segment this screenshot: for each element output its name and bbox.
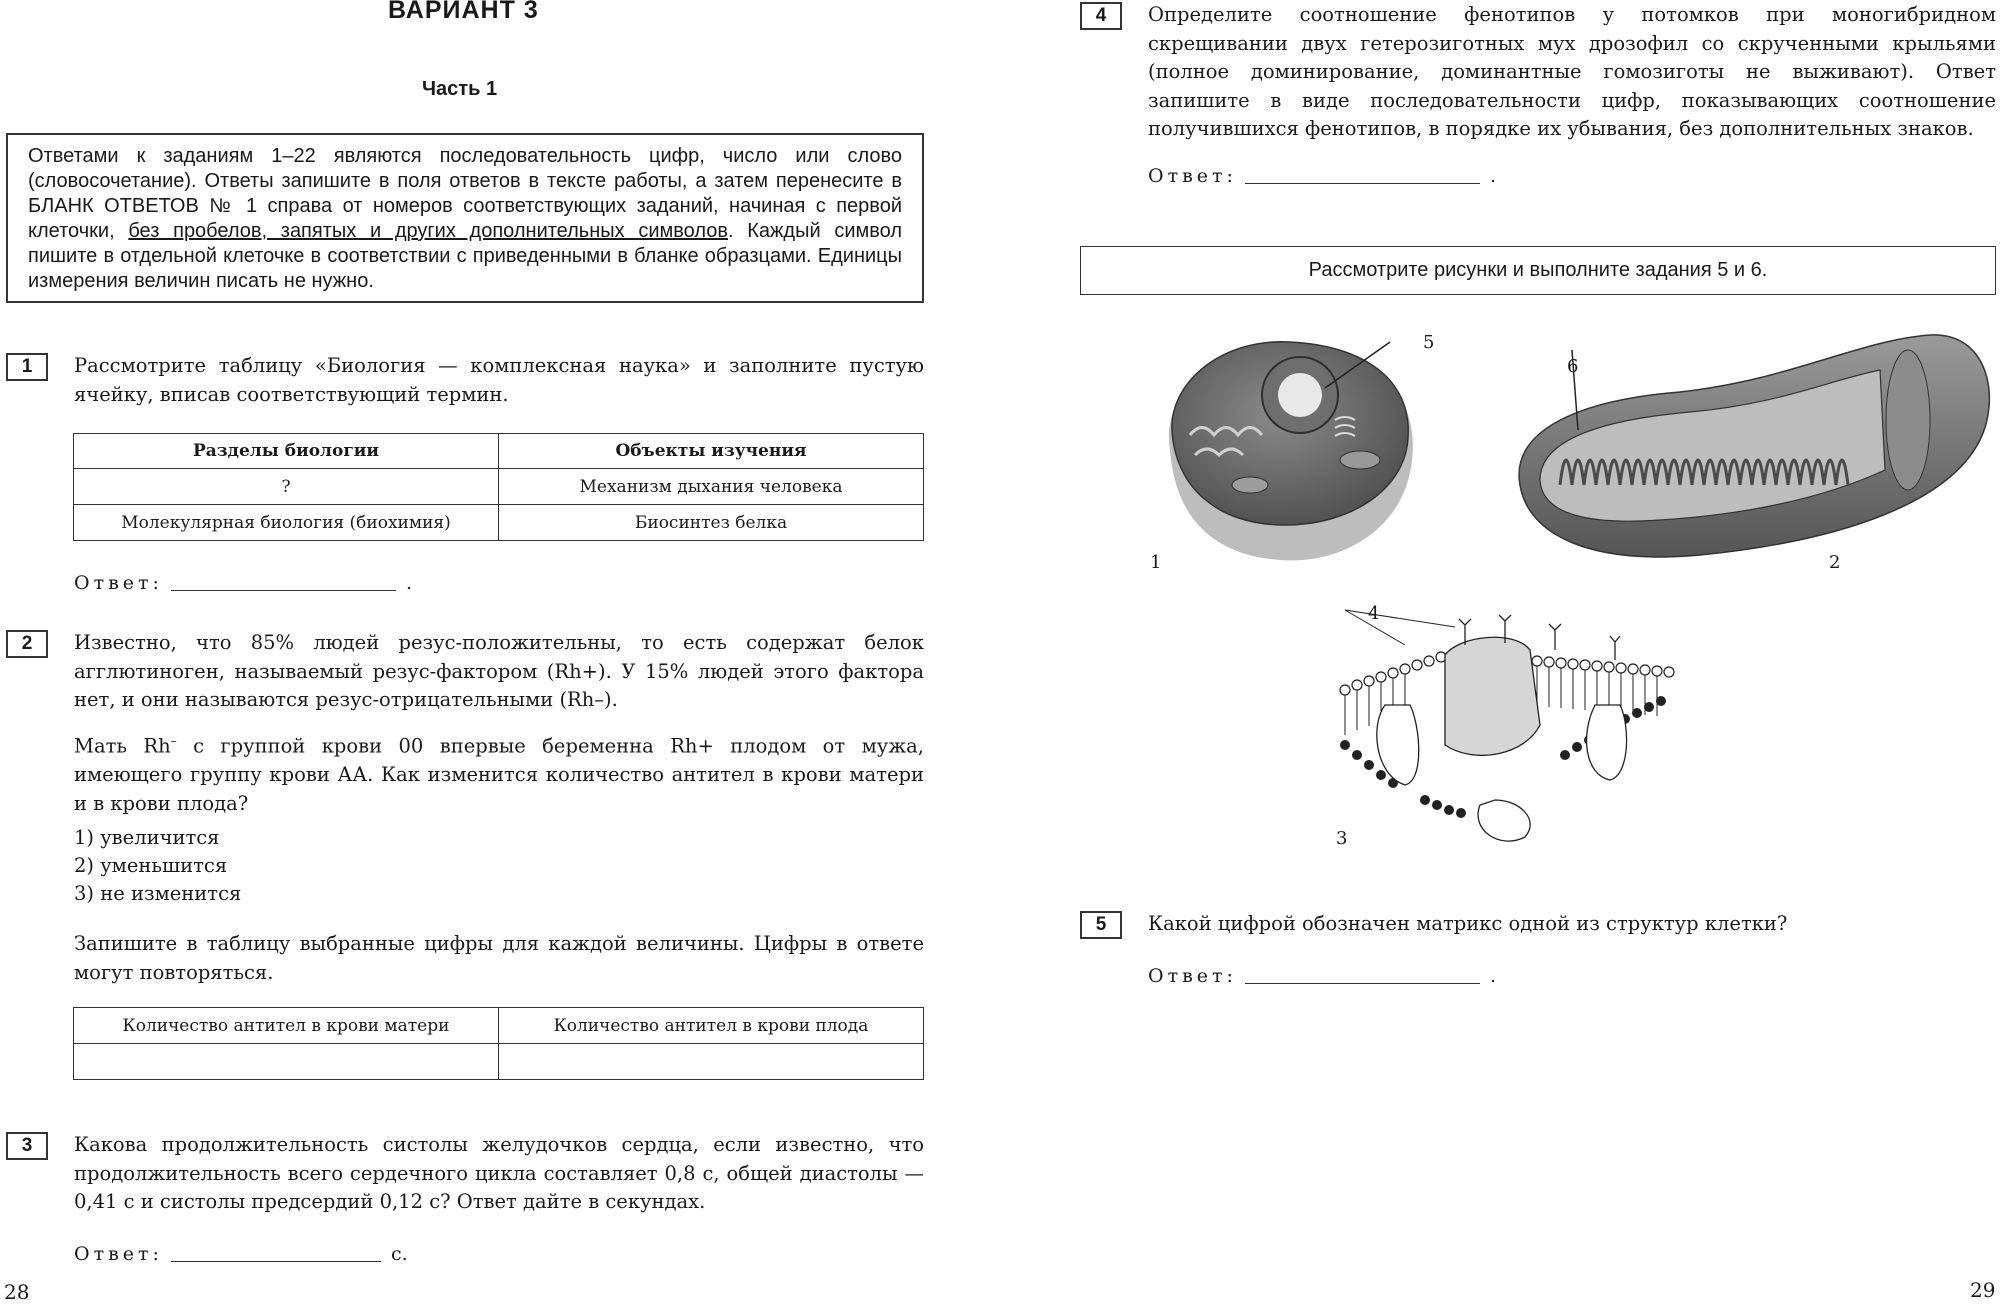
answer-label: Ответ: xyxy=(74,572,163,594)
q1-table xyxy=(73,433,924,541)
question-number-5: 5 xyxy=(1080,911,1122,939)
answer-dot: . xyxy=(1489,965,1496,987)
figure-label-1: 1 xyxy=(1150,552,1162,573)
figure-label-4: 4 xyxy=(1368,603,1380,624)
q2-table-header: Количество антител в крови плода xyxy=(499,1008,924,1044)
figures-caption-box xyxy=(1080,246,1996,295)
answer-dot: . xyxy=(405,572,412,594)
question-4-text: Определите соотношение фенотипов у потомков при моногибридном скрещивании двух гетерозиготных мух дрозофил со скрученными крыльями (полное доминирование, доминантные гомозиготы не выживают). Ответ запишите в виде последовательности цифр, показывающих соотношение получившихся фенотипов, в порядке их убывания, без дополнительных знаков. xyxy=(1148,3,1996,140)
q2-option: 1) увеличится xyxy=(74,826,220,849)
answer-field[interactable] xyxy=(171,1261,381,1262)
question-1-text: Рассмотрите таблицу «Биология — комплексная наука» и заполните пустую ячейку, вписав соответствующий термин. xyxy=(74,354,924,406)
question-number-1: 1 xyxy=(6,353,48,381)
q2-answer-table xyxy=(73,1007,924,1080)
page-title: ВАРИАНТ 3 xyxy=(388,0,539,24)
question-2-para2 xyxy=(74,727,924,818)
answer-label: Ответ: xyxy=(1148,965,1237,987)
q1-answer xyxy=(74,572,412,594)
q1-table-cell: Механизм дыхания человека xyxy=(499,469,924,505)
q4-answer xyxy=(1148,165,1496,187)
q1-table-cell: Биосинтез белка xyxy=(499,505,924,541)
q2-answer-cell[interactable] xyxy=(74,1044,499,1080)
figure-label-2: 2 xyxy=(1829,552,1841,573)
answer-unit: с. xyxy=(390,1243,408,1265)
figures-caption: Рассмотрите рисунки и выполните задания 5 и 6. xyxy=(1308,259,1768,281)
answer-label: Ответ: xyxy=(74,1243,163,1265)
q2-superscript: – xyxy=(170,734,177,748)
question-2-instruction: Запишите в таблицу выбранные цифры для каждой величины. Цифры в ответе могут повторяться. xyxy=(74,932,924,984)
answer-field[interactable] xyxy=(171,590,396,591)
instructions-underlined: без пробелов, запятых и других дополнительных символов xyxy=(128,220,728,242)
question-number-3: 3 xyxy=(6,1132,48,1160)
q2-table-header: Количество антител в крови матери xyxy=(74,1008,499,1044)
figure-label-3: 3 xyxy=(1336,828,1348,849)
part-title: Часть 1 xyxy=(422,78,498,100)
membrane-illustration xyxy=(1325,605,1685,860)
q5-answer xyxy=(1148,965,1496,987)
instructions-text: Ответами к заданиям 1–22 являются последовательность цифр, число или слово (словосочетание). Ответы запишите в поля ответов в тексте работы, а затем перенесите в БЛАНК ОТВЕТОВ № 1 справа от номеров соответствующих заданий, начиная с первой клеточки, xyxy=(28,145,902,242)
instructions-box xyxy=(6,133,924,303)
answer-dot: . xyxy=(1489,165,1496,187)
answer-label: Ответ: xyxy=(1148,165,1237,187)
q2-option: 3) не изменится xyxy=(74,882,242,905)
question-3-text: Какова продолжительность систолы желудочков сердца, если известно, что продолжительность всего сердечного цикла составляет 0,8 с, общей диастолы — 0,41 с и систолы предсердий 0,12 с? Ответ дайте в секундах. xyxy=(74,1133,924,1213)
q1-table-cell: Молекулярная биология (биохимия) xyxy=(74,505,499,541)
answer-field[interactable] xyxy=(1245,183,1480,184)
q1-table-header: Разделы биологии xyxy=(74,434,499,469)
question-5-text: Какой цифрой обозначен матрикс одной из структур клетки? xyxy=(1148,912,1788,935)
question-number-4: 4 xyxy=(1080,2,1122,30)
q1-table-header: Объекты изучения xyxy=(499,434,924,469)
page-number-right: 29 xyxy=(1970,1278,1996,1302)
q3-answer xyxy=(74,1243,408,1265)
question-number-2: 2 xyxy=(6,630,48,658)
figure-label-6: 6 xyxy=(1567,356,1579,377)
instructions-text-end: . Каждый символ пишите в отдельной клеточке в соответствии с приведенными в бланке образцами. Единицы измерения величин писать не нужно. xyxy=(28,220,902,292)
answer-field[interactable] xyxy=(1245,983,1480,984)
cell-illustration xyxy=(1150,320,1430,580)
q2-para2-start: Мать Rh xyxy=(74,734,171,758)
q1-table-cell: ? xyxy=(74,469,499,505)
q2-para2-end: с группой крови 00 впервые беременна Rh+ плодом от мужа, имеющего группу крови АА. Как изменится количество антител в крови матери и в крови плода? xyxy=(74,734,924,815)
page-number-left: 28 xyxy=(4,1280,30,1304)
question-2-para1: Известно, что 85% людей резус-положительны, то есть содержат белок агглютиноген, называемый резус-фактором (Rh+). У 15% людей этого фактора нет, и они называются резус-отрицательными (Rh–). xyxy=(74,631,924,711)
figure-label-5: 5 xyxy=(1423,332,1435,353)
q2-answer-cell[interactable] xyxy=(499,1044,924,1080)
q2-option: 2) уменьшится xyxy=(74,854,228,877)
